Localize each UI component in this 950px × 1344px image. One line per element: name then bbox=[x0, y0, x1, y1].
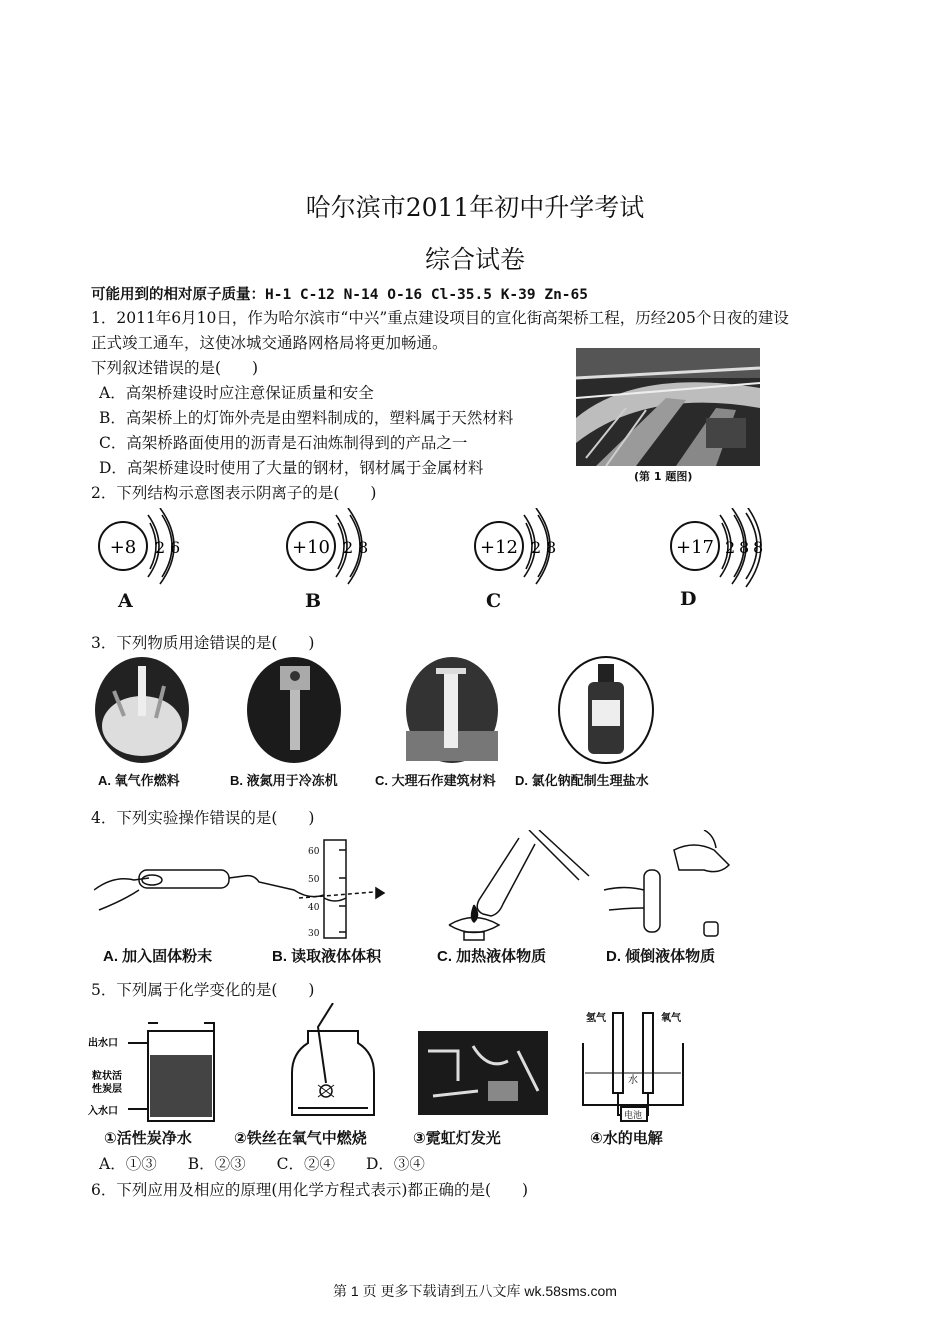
cylinder-tick: 50 bbox=[308, 875, 320, 885]
page-subtitle: 综合试卷 bbox=[424, 245, 525, 274]
q4-stem: 4．下列实验操作错误的是( ) bbox=[91, 809, 315, 827]
q1-stem-line2: 正式竣工通车，这使冰城交通路网格局将更加畅通。 bbox=[91, 334, 448, 352]
q5-illustrations bbox=[88, 1003, 688, 1125]
electron-shell: 8 bbox=[753, 538, 764, 557]
atomic-masses: 可能用到的相对原子质量：H-1 C-12 N-14 O-16 Cl-35.5 K-39 Zn-65 bbox=[91, 287, 588, 303]
atom-diagram-a bbox=[99, 508, 180, 584]
q3-caption-a: A. 氧气作燃料 bbox=[98, 773, 180, 788]
filter-label: 出水口 bbox=[88, 1038, 118, 1049]
iron-burning-illustration bbox=[292, 1003, 374, 1115]
heat-liquid-illustration bbox=[449, 830, 589, 940]
q1-option-a: A．高架桥建设时应注意保证质量和安全 bbox=[99, 384, 374, 402]
q1-stem-line1: 1．2011年6月10日，作为哈尔滨市“中兴”重点建设项目的宣化街高架桥工程，历经205个日夜的建设 bbox=[91, 309, 789, 327]
electrolysis-label: 氧气 bbox=[661, 1013, 681, 1024]
q4-caption-d: D. 倾倒液体物质 bbox=[606, 948, 716, 965]
q1-figure-caption: (第 1 题图) bbox=[634, 470, 693, 483]
pour-liquid-illustration bbox=[604, 830, 729, 936]
rocket-launch-photo bbox=[95, 657, 189, 763]
q4-caption-b: B. 读取液体体积 bbox=[272, 948, 382, 965]
q5-caption-1: ①活性炭净水 bbox=[104, 1130, 192, 1147]
q5-caption-2: ②铁丝在氧气中燃烧 bbox=[234, 1130, 367, 1147]
atom-diagram-d bbox=[671, 508, 763, 587]
q4-caption-a: A. 加入固体粉末 bbox=[103, 948, 213, 965]
nucleus-charge: +8 bbox=[109, 537, 137, 558]
page-title: 哈尔滨市2011年初中升学考试 bbox=[305, 193, 645, 222]
carbon-filter-illustration bbox=[88, 1023, 214, 1121]
q3-photos bbox=[94, 656, 694, 766]
saline-bottle-photo bbox=[559, 657, 653, 763]
marble-column-photo bbox=[406, 657, 498, 763]
cylinder-tick: 60 bbox=[308, 847, 320, 857]
q4-illustrations bbox=[94, 830, 744, 942]
electron-shell: 8 bbox=[358, 538, 369, 557]
filter-label: 性炭层 bbox=[92, 1084, 122, 1095]
q2-label-a: A bbox=[118, 590, 133, 612]
cylinder-tick: 40 bbox=[308, 903, 320, 913]
electron-shell: 2 bbox=[531, 538, 542, 557]
bridge-photo bbox=[576, 348, 760, 466]
cylinder-tick: 30 bbox=[308, 929, 320, 939]
filter-label: 粒状活 bbox=[92, 1071, 122, 1082]
q1-option-c: C．高架桥路面使用的沥青是石油炼制得到的产品之一 bbox=[99, 434, 468, 452]
q3-caption-d: D. 氯化钠配制生理盐水 bbox=[515, 773, 649, 788]
q1-prompt: 下列叙述错误的是( ) bbox=[91, 359, 259, 377]
q2-label-d: D bbox=[680, 588, 697, 610]
add-powder-illustration bbox=[94, 870, 324, 910]
electron-shell: 6 bbox=[170, 538, 181, 557]
q2-label-b: B bbox=[305, 590, 322, 612]
q5-caption-4: ④水的电解 bbox=[590, 1130, 663, 1147]
q1-option-b: B．高架桥上的灯饰外壳是由塑料制成的，塑料属于天然材料 bbox=[99, 409, 514, 427]
nucleus-charge: +12 bbox=[480, 537, 518, 558]
q4-caption-c: C. 加热液体物质 bbox=[437, 948, 547, 965]
filter-label: 入水口 bbox=[88, 1106, 118, 1117]
q2-stem: 2．下列结构示意图表示阴离子的是( ) bbox=[91, 484, 377, 502]
electron-shell: 2 bbox=[725, 538, 736, 557]
neon-light-photo bbox=[418, 1031, 548, 1115]
electrolysis-label: 水 bbox=[628, 1075, 638, 1086]
electron-shell: 8 bbox=[546, 538, 557, 557]
q5-stem: 5．下列属于化学变化的是( ) bbox=[91, 981, 315, 999]
q2-label-c: C bbox=[486, 590, 502, 612]
read-volume-illustration bbox=[299, 840, 384, 939]
atom-diagram-b bbox=[287, 508, 368, 584]
q5-options: A．①③ B．②③ C．②④ D．③④ bbox=[99, 1155, 425, 1173]
q6-stem: 6．下列应用及相应的原理(用化学方程式表示)都正确的是( ) bbox=[91, 1181, 529, 1199]
nucleus-charge: +17 bbox=[676, 537, 714, 558]
q1-option-d: D．高架桥建设时使用了大量的钢材，钢材属于金属材料 bbox=[99, 459, 484, 477]
liquid-nitrogen-photo bbox=[247, 657, 341, 763]
water-electrolysis-illustration bbox=[583, 1011, 683, 1121]
page-footer: 第 1 页 更多下载请到五八文库 wk.58sms.com bbox=[333, 1283, 617, 1299]
q3-caption-c: C. 大理石作建筑材料 bbox=[375, 773, 496, 788]
atom-diagram-c bbox=[475, 508, 556, 584]
q3-stem: 3．下列物质用途错误的是( ) bbox=[91, 634, 315, 652]
nucleus-charge: +10 bbox=[292, 537, 330, 558]
electron-shell: 2 bbox=[343, 538, 354, 557]
electrolysis-label: 氢气 bbox=[586, 1013, 606, 1024]
electron-shell: 8 bbox=[739, 538, 750, 557]
q5-caption-3: ③霓虹灯发光 bbox=[413, 1130, 501, 1147]
electron-shell: 2 bbox=[155, 538, 166, 557]
q3-caption-b: B. 液氮用于冷冻机 bbox=[230, 773, 338, 788]
electrolysis-label: 电池 bbox=[624, 1111, 643, 1121]
